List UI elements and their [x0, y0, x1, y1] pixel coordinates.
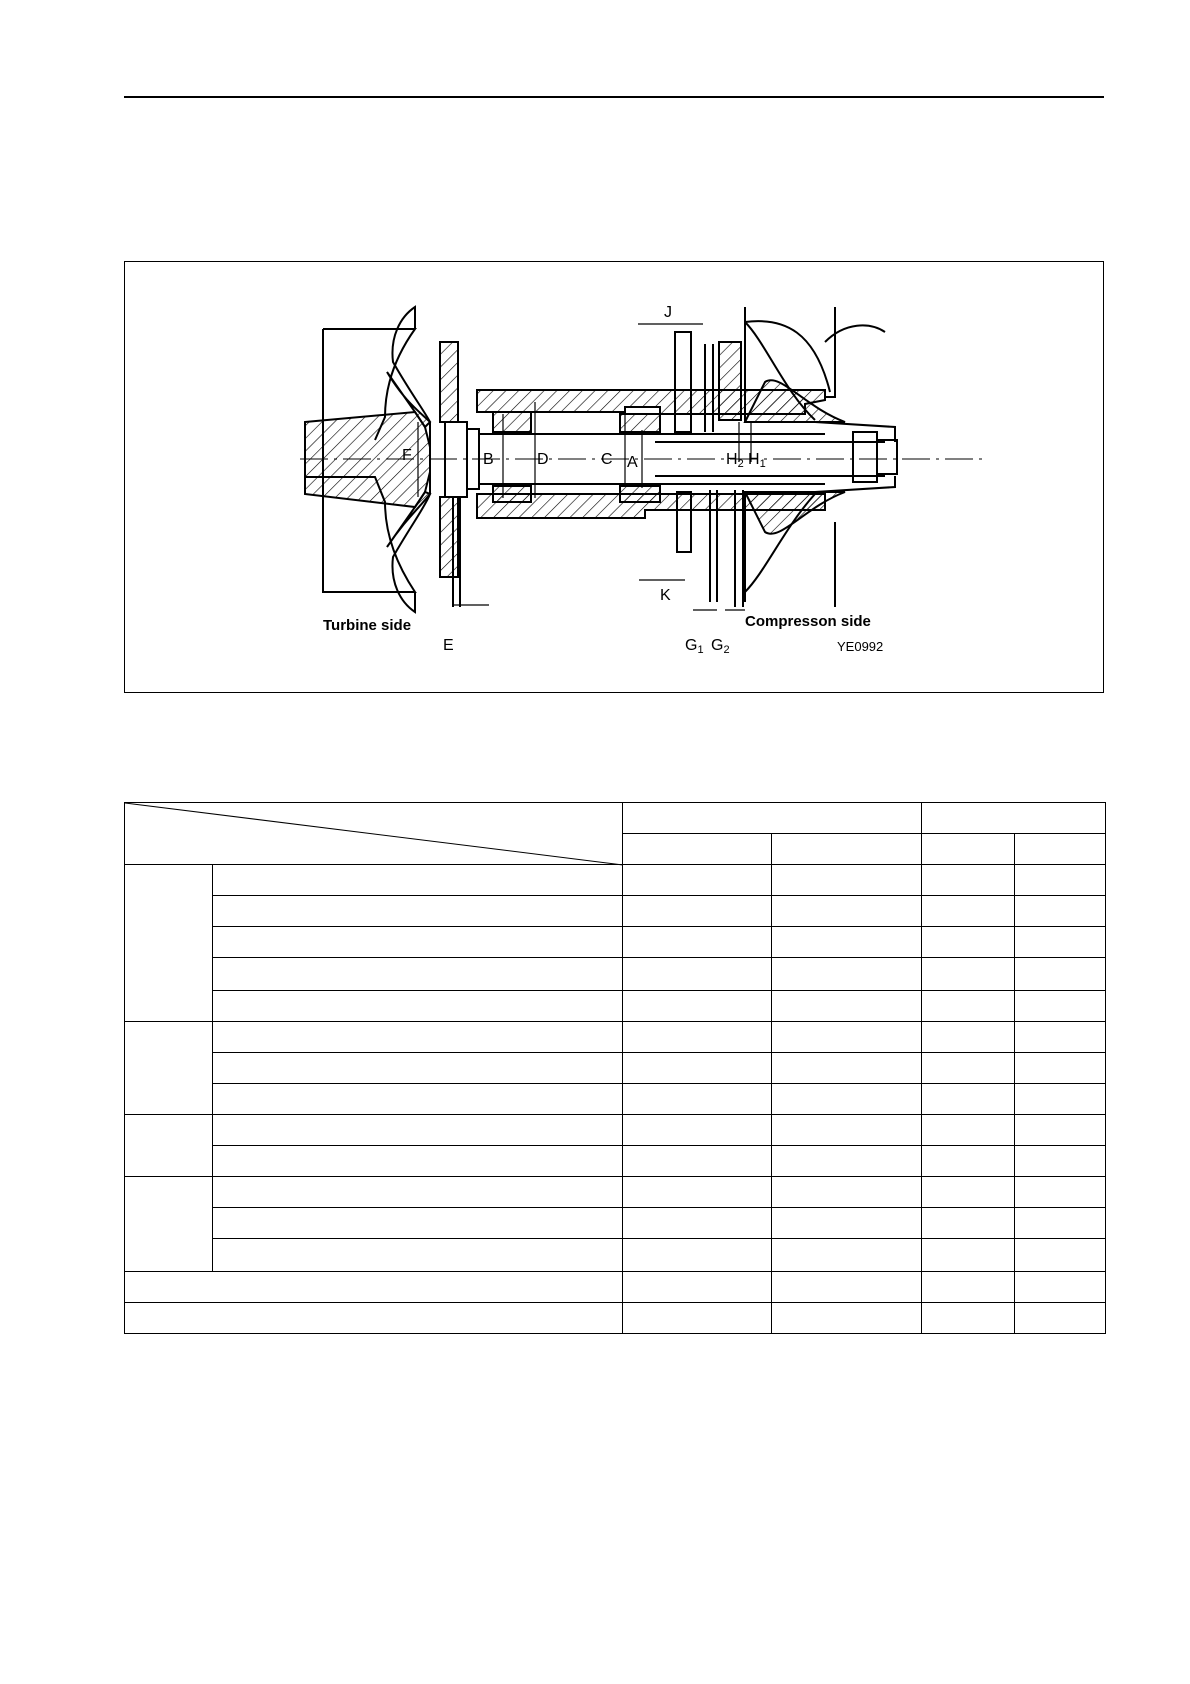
value-cell	[623, 927, 772, 958]
turbocharger-figure	[124, 261, 1104, 693]
value-cell	[623, 991, 772, 1022]
label-K: K	[660, 587, 671, 604]
item-cell	[213, 1115, 623, 1146]
turbocharger-cross-section	[125, 262, 1103, 692]
header-group-1	[623, 803, 922, 834]
value-cell	[922, 1115, 1015, 1146]
value-cell	[1015, 1239, 1106, 1272]
label-D: D	[537, 451, 549, 468]
item-cell	[213, 1239, 623, 1272]
value-cell	[1015, 1115, 1106, 1146]
label-G2: G2	[711, 637, 730, 656]
item-cell	[213, 1208, 623, 1239]
value-cell	[922, 865, 1015, 896]
item-cell	[213, 927, 623, 958]
footer-item-cell	[125, 1303, 623, 1334]
table-corner-cell	[125, 803, 623, 865]
value-cell	[772, 865, 922, 896]
value-cell	[922, 1084, 1015, 1115]
value-cell	[1015, 1022, 1106, 1053]
turbine-side-label: Turbine side	[323, 617, 412, 634]
compressor-side-label: Compresson side	[745, 613, 871, 630]
value-cell	[1015, 958, 1106, 991]
value-cell	[922, 1146, 1015, 1177]
header-cell	[922, 834, 1015, 865]
value-cell	[772, 1303, 922, 1334]
value-cell	[623, 1303, 772, 1334]
item-cell	[213, 1177, 623, 1208]
value-cell	[1015, 1303, 1106, 1334]
item-cell	[213, 991, 623, 1022]
value-cell	[922, 1208, 1015, 1239]
value-cell	[922, 991, 1015, 1022]
value-cell	[922, 1022, 1015, 1053]
value-cell	[922, 1239, 1015, 1272]
value-cell	[772, 1115, 922, 1146]
item-cell	[213, 896, 623, 927]
label-E: E	[443, 637, 454, 654]
label-B: B	[483, 451, 494, 468]
value-cell	[1015, 865, 1106, 896]
value-cell	[1015, 1177, 1106, 1208]
value-cell	[772, 1053, 922, 1084]
value-cell	[623, 896, 772, 927]
value-cell	[922, 927, 1015, 958]
value-cell	[772, 991, 922, 1022]
value-cell	[1015, 991, 1106, 1022]
value-cell	[922, 1272, 1015, 1303]
value-cell	[922, 896, 1015, 927]
value-cell	[922, 1053, 1015, 1084]
value-cell	[922, 1303, 1015, 1334]
value-cell	[772, 1272, 922, 1303]
value-cell	[1015, 896, 1106, 927]
label-G1: G1	[685, 637, 704, 656]
item-cell	[213, 958, 623, 991]
value-cell	[623, 1115, 772, 1146]
value-cell	[772, 927, 922, 958]
value-cell	[623, 865, 772, 896]
label-A: A	[627, 454, 638, 471]
corner-diagonal	[125, 803, 623, 867]
figure-code: YE0992	[837, 639, 884, 654]
header-cell	[1015, 834, 1106, 865]
value-cell	[623, 958, 772, 991]
value-cell	[772, 1146, 922, 1177]
specification-table	[124, 802, 1106, 1334]
footer-item-cell	[125, 1272, 623, 1303]
value-cell	[772, 896, 922, 927]
item-cell	[213, 1022, 623, 1053]
value-cell	[1015, 1084, 1106, 1115]
group-cell-2	[125, 1022, 213, 1115]
value-cell	[1015, 927, 1106, 958]
header-cell	[772, 834, 922, 865]
label-C: C	[601, 451, 613, 468]
item-cell	[213, 865, 623, 896]
header-cell	[623, 834, 772, 865]
value-cell	[1015, 1053, 1106, 1084]
header-rule	[124, 96, 1104, 98]
value-cell	[623, 1272, 772, 1303]
value-cell	[623, 1146, 772, 1177]
header-group-2	[922, 803, 1106, 834]
value-cell	[772, 958, 922, 991]
value-cell	[623, 1084, 772, 1115]
group-cell-1	[125, 865, 213, 1022]
value-cell	[922, 958, 1015, 991]
value-cell	[772, 1239, 922, 1272]
value-cell	[772, 1177, 922, 1208]
value-cell	[623, 1053, 772, 1084]
group-cell-4	[125, 1177, 213, 1272]
label-H2: H2	[726, 451, 744, 470]
value-cell	[1015, 1146, 1106, 1177]
item-cell	[213, 1053, 623, 1084]
value-cell	[623, 1208, 772, 1239]
value-cell	[1015, 1208, 1106, 1239]
label-F: F	[402, 447, 412, 464]
label-H1: H1	[748, 451, 766, 470]
label-J: J	[664, 304, 672, 321]
value-cell	[772, 1022, 922, 1053]
item-cell	[213, 1146, 623, 1177]
value-cell	[623, 1022, 772, 1053]
value-cell	[623, 1177, 772, 1208]
group-cell-3	[125, 1115, 213, 1177]
value-cell	[623, 1239, 772, 1272]
value-cell	[922, 1177, 1015, 1208]
value-cell	[1015, 1272, 1106, 1303]
value-cell	[772, 1208, 922, 1239]
value-cell	[772, 1084, 922, 1115]
item-cell	[213, 1084, 623, 1115]
